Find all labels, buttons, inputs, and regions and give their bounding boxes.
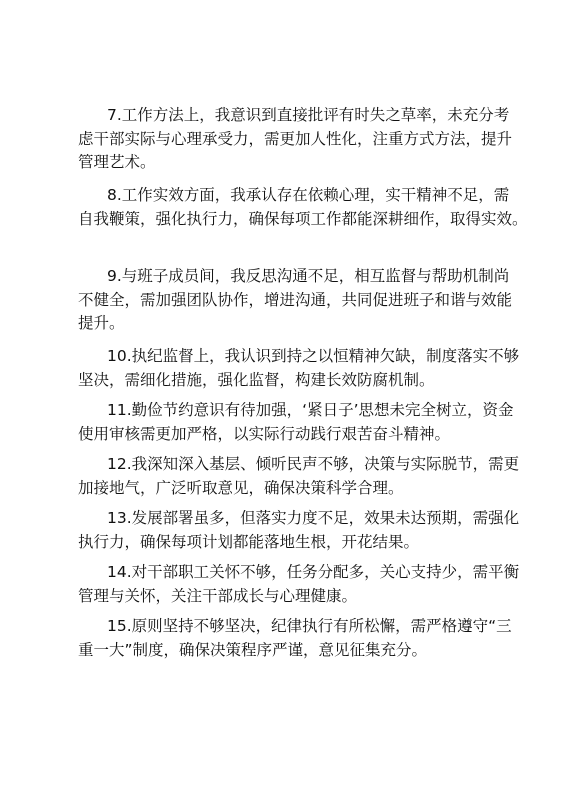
paragraph-line: 7.工作方法上，我意识到直接批评有时失之草率，未充分考 [107,106,510,124]
paragraph-13 [78,507,520,554]
paragraph-line: 重一大”制度，确保决策程序严谨，意见征集充分。 [78,640,428,659]
paragraph-line: 坚决，需细化措施，强化监督，构建长效防腐机制。 [78,370,435,389]
paragraph-9 [78,265,513,336]
paragraph-7 [78,104,513,175]
paragraph-line: 9.与班子成员间，我反思沟通不足，相互监督与帮助机制尚 [107,267,510,285]
paragraph-line: 自我鞭策，强化执行力，确保每项工作都能深耕细作，取得实效。 [78,209,528,228]
paragraph-line: 13.发展部署虽多，但落实力度不足，效果未达预期，需强化 [107,509,520,527]
paragraph-line: 管理与关怀，关注干部成长与心理健康。 [78,586,358,605]
paragraph-line: 11.勤俭节约意识有待加强，‘紧日子’思想未完全树立，资金 [107,401,514,419]
paragraph-12 [78,453,520,500]
paragraph-line: 15.原则坚持不够坚决，纪律执行有所松懈，需严格遵守“三 [107,617,512,635]
paragraph-8 [78,184,528,231]
paragraph-line: 执行力，确保每项计划都能落地生根，开花结果。 [78,532,420,551]
paragraph-line: 8.工作实效方面，我承认存在依赖心理，实干精神不足，需 [107,186,510,204]
paragraph-line: 管理艺术。 [78,153,156,171]
paragraph-10 [78,345,520,392]
paragraph-line: 14.对干部职工关怀不够，任务分配多，关心支持少，需平衡 [107,563,520,581]
paragraph-line: 虑干部实际与心理承受力，需更加人性化，注重方式方法，提升 [78,129,513,148]
paragraph-14 [78,561,520,608]
paragraph-line: 使用审核需更加严格，以实际行动践行艰苦奋斗精神。 [78,424,451,443]
paragraph-line: 提升。 [78,314,125,332]
paragraph-11 [78,399,514,446]
paragraph-line: 不健全，需加强团队协作，增进沟通，共同促进班子和谐与效能 [78,290,513,309]
paragraph-line: 加接地气，广泛听取意见，确保决策科学合理。 [78,478,404,497]
paragraph-15 [78,615,512,662]
paragraph-line: 12.我深知深入基层、倾听民声不够，决策与实际脱节，需更 [107,455,520,473]
paragraph-line: 10.执纪监督上，我认识到持之以恒精神欠缺，制度落实不够 [107,347,520,365]
